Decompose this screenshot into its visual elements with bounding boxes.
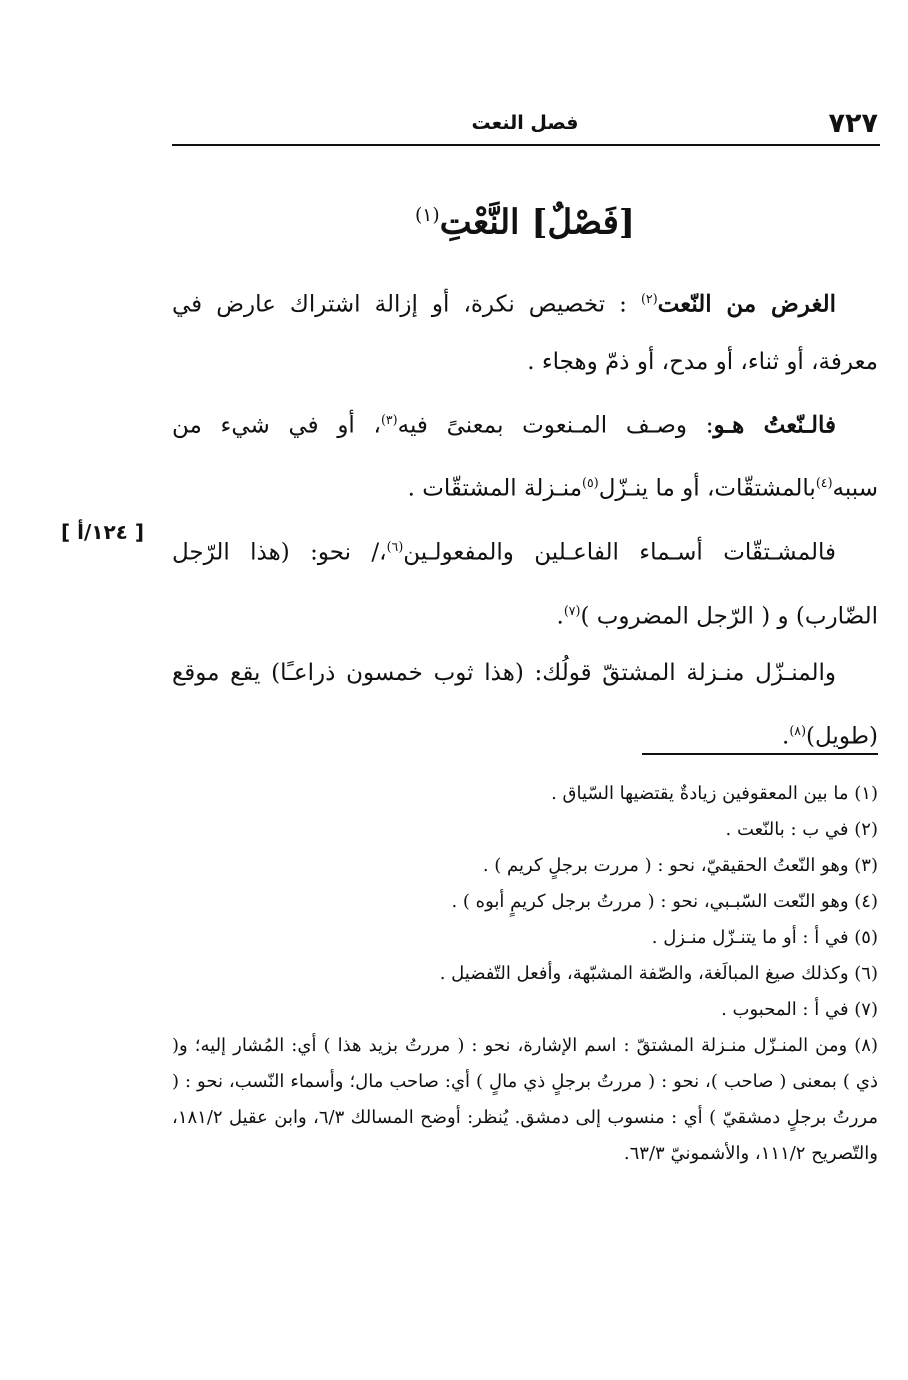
note-marker-4: (٤) <box>815 475 833 491</box>
footnotes <box>172 776 878 1172</box>
paragraph-2-text-d: منـزلة المشتقّات . <box>407 475 583 502</box>
paragraph-3-text-c: . <box>556 603 564 630</box>
note-marker-5: (٥) <box>582 475 599 491</box>
footnote-separator <box>642 753 878 755</box>
paragraph-2-text-c: بالمشتقّات، أو ما ينـزّل <box>598 475 816 502</box>
header-rule <box>172 144 880 146</box>
footnote-8: (٨) ومن المنـزّل منـزلة المشتقّ : اسم الإشارة، نحو : ( مررتُ بزيد هذا ) أي: المُشار إليه؛ و( ذي ) بمعنى ( صاحب )، نحو : ( مررتُ برجلٍ ذي مالٍ ) أي: صاحب مال؛ وأسماء النّسب، نحو : ( مررتُ برجلٍ دمشقيّ ) أي : منسوب إلى دمشق. يُنظر: أوضح المسالك ٦/٣، وابن عقيل ١٨١/٢، والتّصريح ١١١/٢، والأشمونيّ ٦٣/٣. <box>172 1035 878 1164</box>
paragraph-1-lead: الغرض من النّعت <box>657 290 836 318</box>
paragraph-4-text-a: والمنـزّل منـزلة المشتقّ قولُك: (هذا ثوب خمسون ذراعـًا) يقع موقع (طويل) <box>172 660 878 750</box>
note-marker-7: (٧) <box>563 602 581 618</box>
paragraph-4 <box>172 645 878 766</box>
paragraph-3 <box>172 518 878 645</box>
footnote-5: (٥) في أ : أو ما يتنـزّل منـزل . <box>651 927 878 948</box>
paragraph-2-text-b: ، أو في شيء من سببه <box>172 412 878 502</box>
heading-note-marker: (١) <box>415 205 440 226</box>
paragraph-4-text-b: . <box>782 723 790 750</box>
paragraph-2-lead: فالـنّعتُ هـو <box>713 411 836 439</box>
page-header <box>172 108 878 146</box>
paragraph-1-text: : تخصيص نكرة، أو إزالة اشتراك عارض في معرفة، أو ثناء، أو مدح، أو ذمّ وهجاء . <box>172 291 878 375</box>
footnote-2: (٢) في ب : بالنّعت . <box>725 819 878 840</box>
paragraph-3-text-b: ،/ نحو: (هذا الرّجل الضّارب) و ( الرّجل المضروب ) <box>172 539 878 630</box>
main-text <box>172 270 878 766</box>
footnote-6: (٦) وكذلك صيغ المبالَغة، والصّفة المشبّهة، وأفعل التّفضيل . <box>439 963 878 984</box>
paragraph-2 <box>172 391 878 518</box>
section-heading-text: [فَصْلٌ] النَّعْتِ <box>439 202 635 243</box>
footnote-4: (٤) وهو النّعت السّبـبي، نحو : ( مررتُ برجل كريمٍ أبوه ) . <box>451 891 878 912</box>
paragraph-1 <box>172 270 878 391</box>
paragraph-2-text-a: : وصـف المـنعوت بمعنىً فيه <box>397 412 714 439</box>
section-heading <box>172 186 878 252</box>
note-marker-8: (٨) <box>789 723 807 739</box>
running-title: فصل النعت <box>471 112 579 134</box>
note-marker-3: (٣) <box>380 411 398 427</box>
paragraph-3-text-a: فالمشـتقّات أسـماء الفاعـلين والمفعولـين <box>403 539 836 566</box>
note-marker-6: (٦) <box>386 538 404 554</box>
page-number: ٧٢٧ <box>828 108 878 139</box>
note-marker-2: (٢) <box>640 291 658 306</box>
manuscript-folio-reference: [ ١٢٤/أ ] <box>61 520 144 544</box>
footnote-3: (٣) وهو النّعتُ الحقيقيّ، نحو : ( مررت برجلٍ كريم ) . <box>482 855 878 876</box>
footnote-7: (٧) في أ : المحبوب . <box>721 999 878 1020</box>
footnote-1: (١) ما بين المعقوفين زيادةٌ يقتضيها السّياق . <box>551 783 878 804</box>
